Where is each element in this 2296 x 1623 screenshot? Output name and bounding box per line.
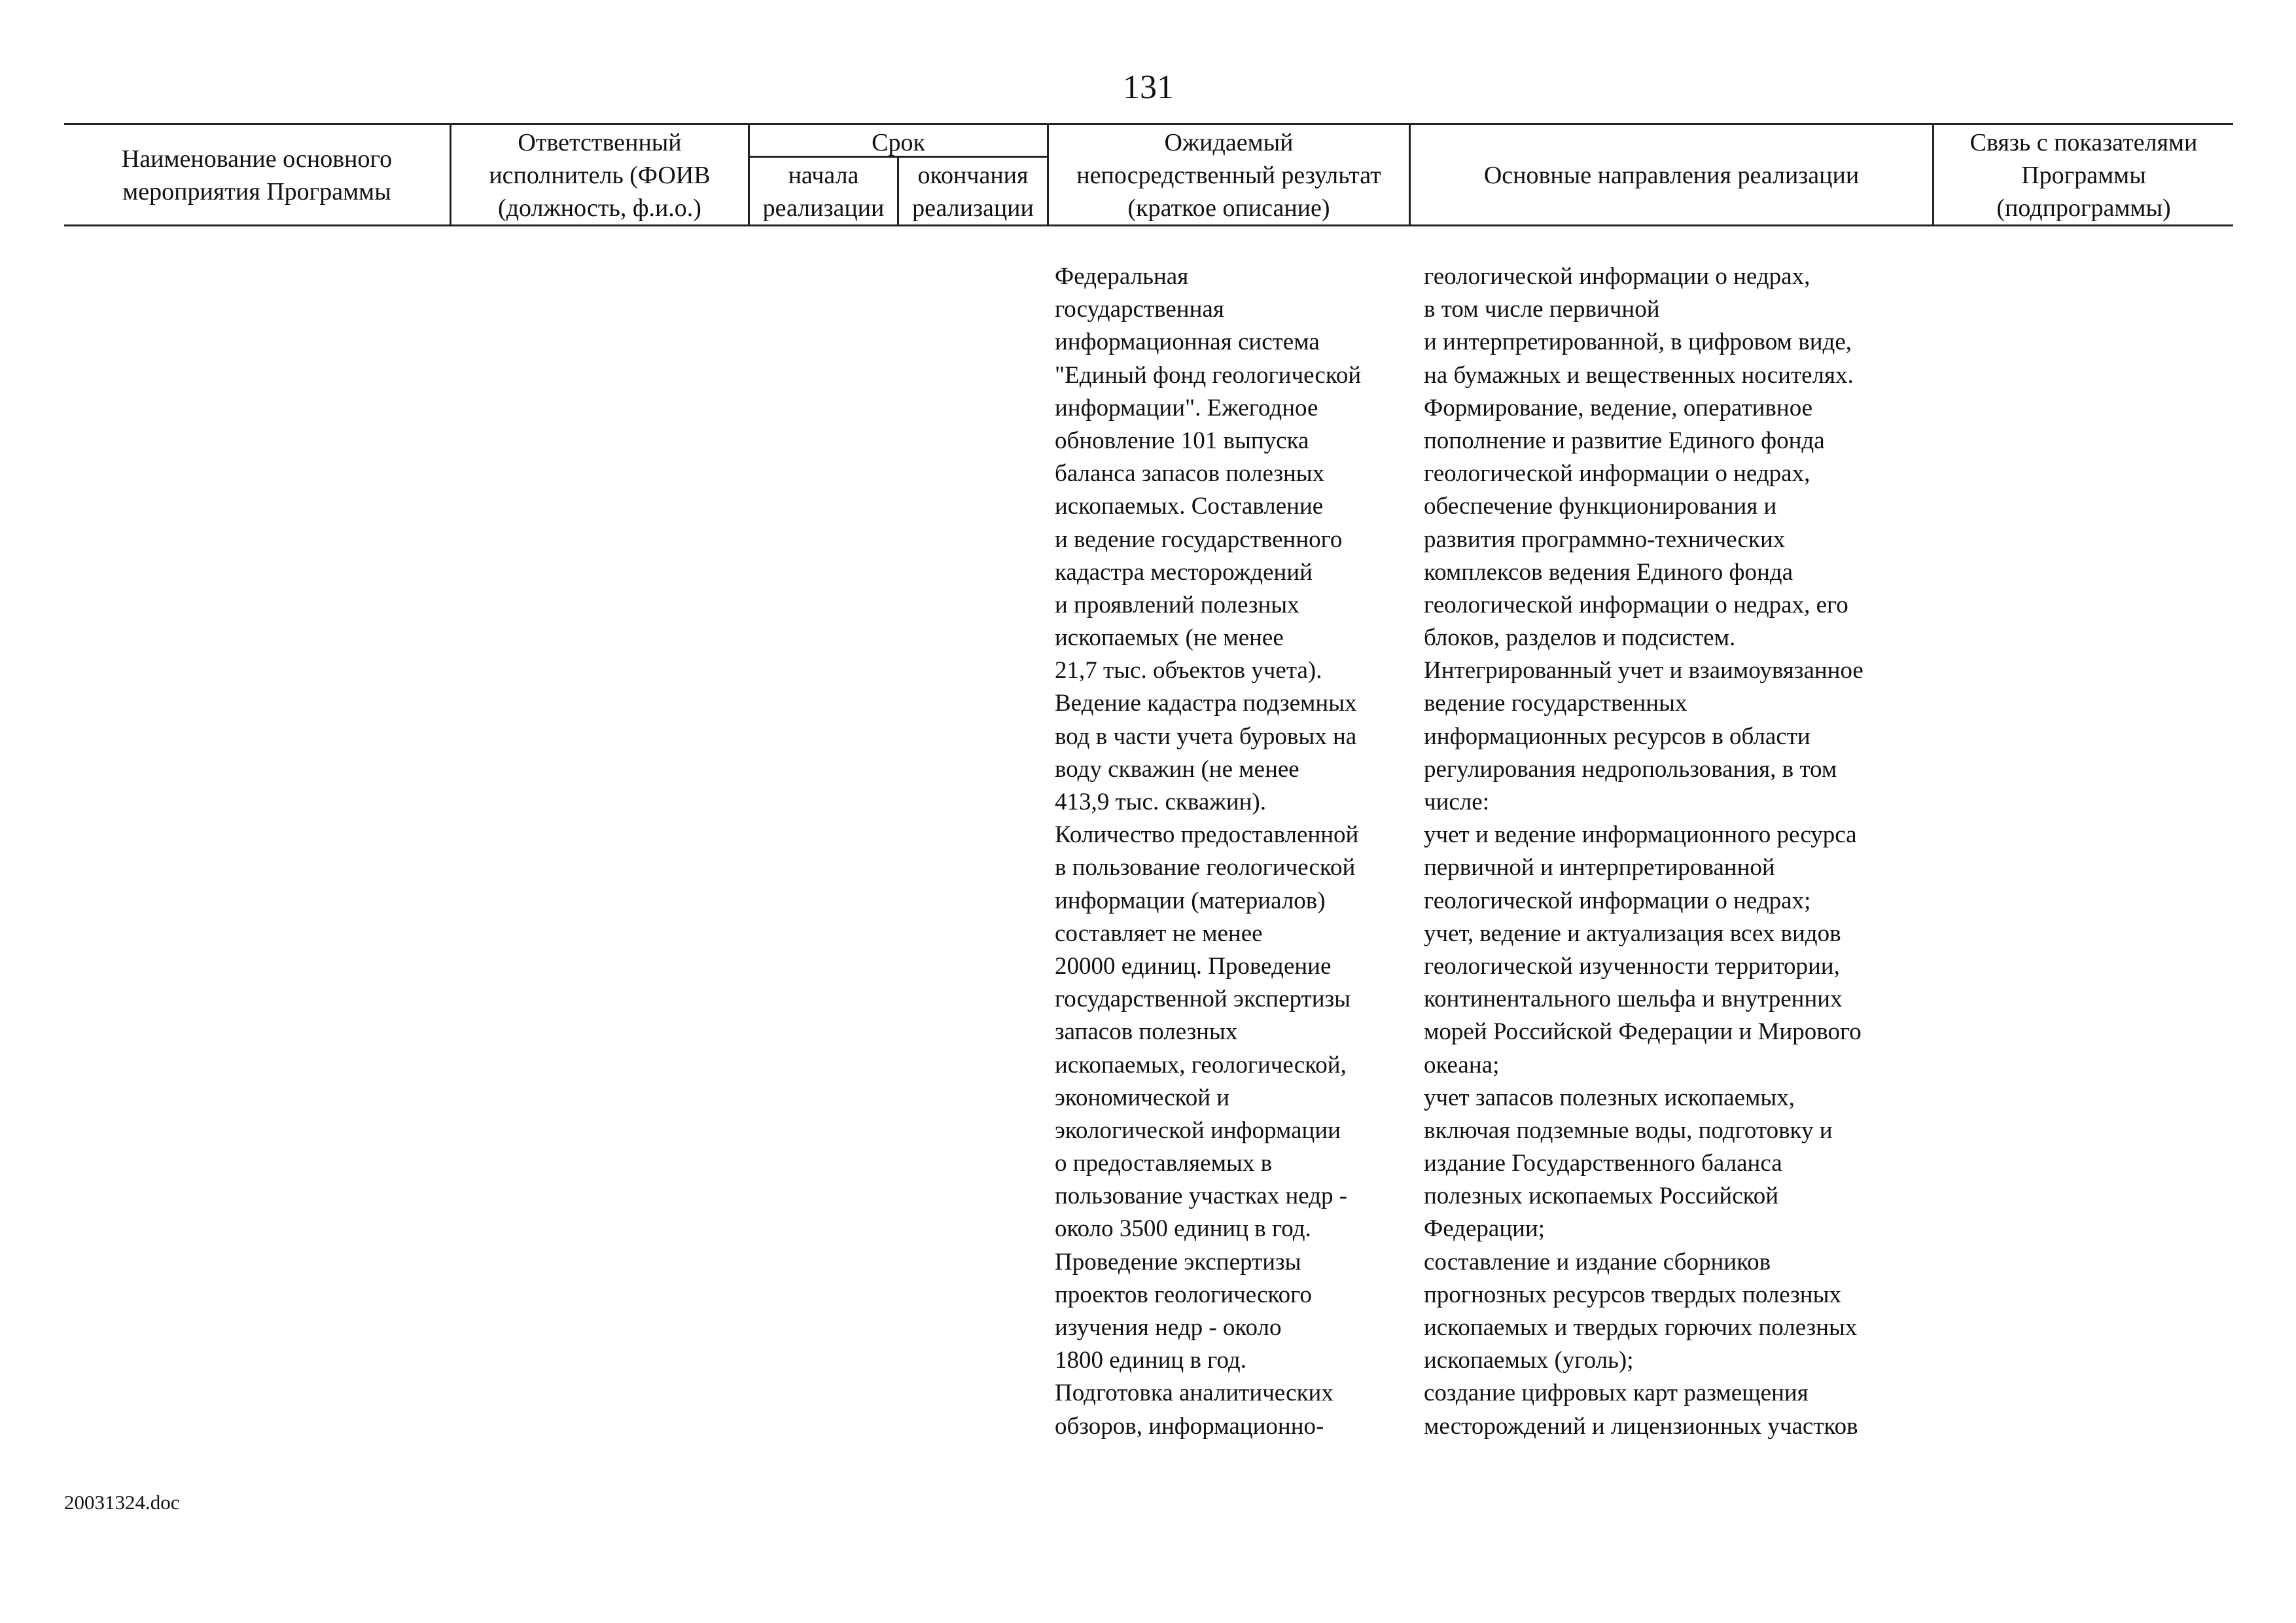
directions-line: геологической информации о недрах,	[1424, 460, 1810, 488]
directions-line: геологической информации о недрах;	[1424, 887, 1811, 914]
directions-line: и интерпретированной, в цифровом виде,	[1424, 329, 1852, 356]
directions-line: комплексов ведения Единого фонда	[1424, 558, 1793, 586]
directions-line: создание цифровых карт размещения	[1424, 1380, 1809, 1407]
result-line: и проявлений полезных	[1055, 591, 1299, 618]
result-line: информации". Ежегодное	[1055, 394, 1318, 421]
result-line: "Единый фонд геологической	[1055, 361, 1362, 389]
result-line: государственной экспертизы	[1055, 986, 1351, 1013]
directions-line: блоков, разделов и подсистем.	[1424, 624, 1736, 652]
directions-line: ведение государственных	[1424, 690, 1687, 717]
result-line: государственная	[1055, 296, 1224, 323]
header-term: Срок	[872, 129, 925, 156]
directions-line: издание Государственного баланса	[1424, 1150, 1782, 1177]
directions-line: полезных ископаемых Российской	[1424, 1183, 1779, 1210]
header-link: Связь с показателями Программы (подпрограммы)	[1969, 129, 2198, 222]
directions-line: учет и ведение информационного ресурса	[1424, 821, 1857, 849]
result-line: 20000 единиц. Проведение	[1055, 952, 1332, 980]
directions-line: пополнение и развитие Единого фонда	[1424, 427, 1825, 454]
result-line: экономической и	[1055, 1084, 1230, 1111]
directions-line: включая подземные воды, подготовку и	[1424, 1116, 1833, 1144]
result-line: вод в части учета буровых на	[1055, 722, 1357, 750]
directions-line: учет, ведение и актуализация всех видов	[1424, 919, 1841, 947]
directions-line: информационных ресурсов в области	[1424, 722, 1810, 750]
directions-line: учет запасов полезных ископаемых,	[1424, 1084, 1795, 1111]
directions-line: первичной и интерпретированной	[1424, 854, 1775, 882]
directions-line: развития программно-технических	[1424, 526, 1786, 553]
directions-line: геологической информации о недрах, его	[1424, 591, 1848, 618]
directions-line: составление и издание сборников	[1424, 1248, 1771, 1275]
result-line: пользование участках недр -	[1055, 1183, 1348, 1210]
result-line: Проведение экспертизы	[1055, 1248, 1301, 1275]
header-name: Наименование основного мероприятия Программы	[121, 145, 393, 205]
result-line: обновление 101 выпуска	[1055, 427, 1309, 454]
result-line: кадастра месторождений	[1055, 558, 1313, 586]
result-line: 21,7 тыс. объектов учета).	[1055, 657, 1322, 685]
directions-line: морей Российской Федерации и Мирового	[1424, 1018, 1862, 1046]
directions-line: ископаемых (уголь);	[1424, 1347, 1634, 1374]
result-line: 413,9 тыс. скважин).	[1055, 789, 1266, 815]
result-line: Федеральная	[1055, 263, 1189, 290]
result-line: воду скважин (не менее	[1055, 755, 1299, 783]
directions-line: океана;	[1424, 1051, 1500, 1079]
result-line: экологической информации	[1055, 1116, 1341, 1144]
implementation-directions-text	[1424, 260, 1863, 1443]
expected-result-text	[1055, 260, 1361, 1443]
directions-line: обеспечение функционирования и	[1424, 493, 1777, 520]
directions-line: геологической изученности территории,	[1424, 952, 1840, 980]
document-filename: 20031324.doc	[64, 1491, 180, 1514]
result-line: в пользование геологической	[1055, 854, 1356, 882]
result-line: о предоставляемых в	[1055, 1150, 1273, 1177]
result-line: информации (материалов)	[1055, 887, 1326, 914]
directions-line: прогнозных ресурсов твердых полезных	[1424, 1281, 1841, 1308]
header-top-rule	[64, 123, 2233, 125]
result-line: 1800 единиц в год.	[1055, 1347, 1246, 1374]
result-line: составляет не менее	[1055, 919, 1263, 947]
directions-line: Федерации;	[1424, 1215, 1545, 1243]
result-line: проектов геологического	[1055, 1281, 1312, 1308]
result-line: Ведение кадастра подземных	[1055, 690, 1357, 717]
result-line: Количество предоставленной	[1055, 821, 1359, 849]
header-result: Ожидаемый непосредственный результат (краткое описание)	[1076, 129, 1381, 222]
result-line: ископаемых. Составление	[1055, 493, 1324, 520]
header-responsible: Ответственный исполнитель (ФОИВ (должность, ф.и.о.)	[489, 129, 711, 222]
directions-line: геологической информации о недрах,	[1424, 263, 1810, 290]
result-line: баланса запасов полезных	[1055, 460, 1325, 488]
result-line: ископаемых, геологической,	[1055, 1051, 1347, 1079]
result-line: изучения недр - около	[1055, 1314, 1282, 1341]
page-number: 131	[1123, 69, 1174, 106]
directions-line: числе:	[1424, 789, 1489, 815]
directions-line: Интегрированный учет и взаимоувязанное	[1424, 657, 1863, 685]
header-end: окончания реализации	[912, 162, 1034, 222]
result-line: обзоров, информационно-	[1055, 1412, 1324, 1440]
directions-line: континентального шельфа и внутренних	[1424, 986, 1843, 1013]
result-line: Подготовка аналитических	[1055, 1380, 1333, 1407]
directions-line: регулирования недропользования, в том	[1424, 755, 1837, 783]
directions-line: ископаемых и твердых горючих полезных	[1424, 1314, 1858, 1341]
directions-line: Формирование, ведение, оперативное	[1424, 394, 1813, 421]
result-line: около 3500 единиц в год.	[1055, 1215, 1311, 1243]
result-line: и ведение государственного	[1055, 526, 1343, 553]
result-line: информационная система	[1055, 329, 1320, 356]
header-directions: Основные направления реализации	[1483, 162, 1860, 189]
result-line: ископаемых (не менее	[1055, 624, 1284, 652]
header-bottom-rule	[64, 224, 2233, 226]
directions-line: месторождений и лицензионных участков	[1424, 1412, 1858, 1440]
directions-line: в том числе первичной	[1424, 296, 1660, 323]
result-line: запасов полезных	[1055, 1018, 1238, 1046]
directions-line: на бумажных и вещественных носителях.	[1424, 361, 1854, 389]
header-start: начала реализации	[762, 162, 885, 222]
